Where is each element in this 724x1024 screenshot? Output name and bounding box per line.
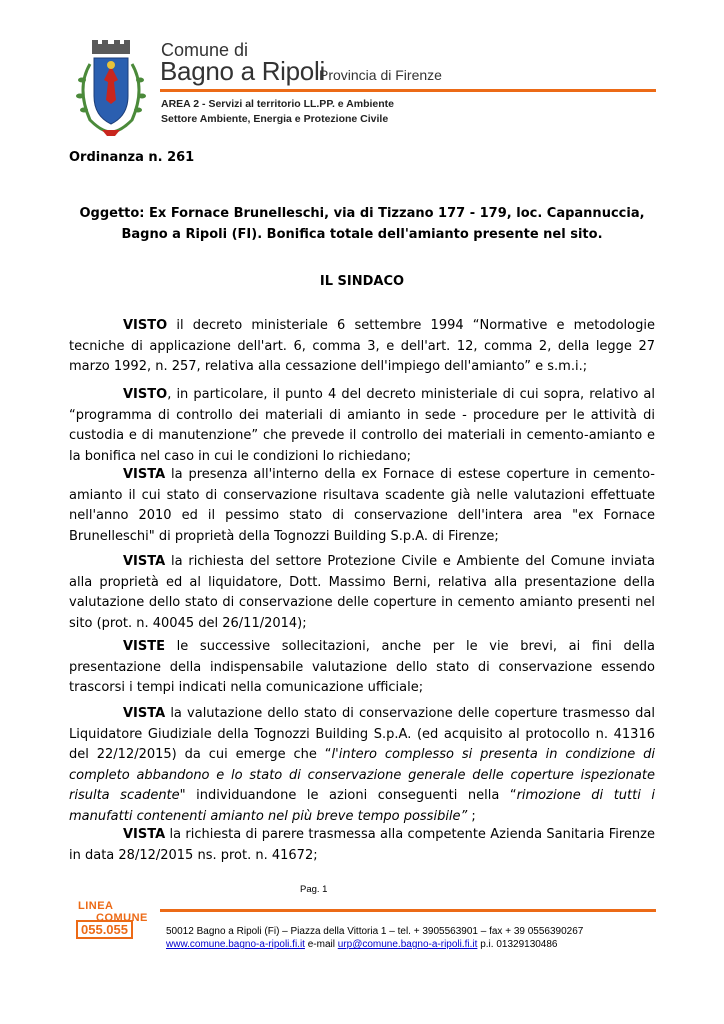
paragraph-text: il decreto ministeriale 6 settembre 1994 “Normative e metodologie tecniche di applicazione dell'art. 6, comma 3, e dell'art. 12, comma 2, della legge 27 marzo 1992, n. 257, relativa alla cessazione dell'impiego dell'amianto” e s.m.i.; bbox=[69, 318, 655, 374]
paragraph-text: ; bbox=[467, 808, 476, 824]
paragraph-text: , in particolare, il punto 4 del decreto ministeriale di cui sopra, relativo al “programma di controllo dei materiali di amianto in sede - procedure per le attività di custodia e di manutenzione” che prevede il controllo dei materiali in cemento-amianto e la bonifica nel caso in cui le condizioni lo richiedano; bbox=[69, 387, 655, 464]
paragraph-vista-6 bbox=[69, 704, 655, 827]
mayor-heading: IL SINDACO bbox=[319, 274, 405, 289]
header-city-name: Bagno a Ripoli bbox=[160, 56, 325, 86]
paragraph-keyword: VISTO bbox=[123, 387, 168, 402]
ordinance-subject: Oggetto: Ex Fornace Brunelleschi, via di Tizzano 177 - 179, loc. Capannuccia, Bagno a Ripoli (FI). Bonifica totale dell'amianto presente nel sito. bbox=[79, 206, 645, 242]
paragraph-vista-4 bbox=[69, 552, 655, 634]
paragraph-visto-1 bbox=[69, 316, 655, 378]
paragraph-viste-5 bbox=[69, 637, 655, 699]
header-divider bbox=[160, 89, 656, 92]
paragraph-keyword: VISTA bbox=[123, 554, 166, 569]
municipal-crest-logo bbox=[68, 38, 154, 138]
website-link[interactable]: www.comune.bagno-a-ripoli.fi.it bbox=[166, 939, 305, 950]
paragraph-visto-2 bbox=[69, 385, 655, 467]
footer-address: 50012 Bagno a Ripoli (Fi) – Piazza della Vittoria 1 – tel. + 3905563901 – fax + 39 0556390267 bbox=[166, 926, 584, 937]
ordinance-number: Ordinanza n. 261 bbox=[69, 150, 195, 165]
logo-text-comune: COMUNE bbox=[96, 912, 148, 924]
paragraph-vista-3 bbox=[69, 465, 655, 547]
paragraph-keyword: VISTE bbox=[123, 639, 166, 654]
paragraph-text: " individuandone le azioni conseguenti nella “ bbox=[179, 788, 517, 803]
paragraph-text: la presenza all'interno della ex Fornace di estese coperture in cemento-amianto il cui stato di conservazione risultava scadente già nelle valutazioni effettuate nell'anno 2010 ed il pessimo stato di conservazione dell'intera area "ex Fornace Brunelleschi" di proprietà della Tognozzi Building S.p.A. di Firenze; bbox=[69, 467, 655, 544]
logo-text-linea: LINEA bbox=[78, 900, 114, 912]
paragraph-vista-7 bbox=[69, 825, 655, 866]
header-department bbox=[161, 97, 394, 127]
header-settore: Settore Ambiente, Energia e Protezione Civile bbox=[161, 113, 389, 125]
paragraph-keyword: VISTO bbox=[123, 318, 168, 333]
paragraph-keyword: VISTA bbox=[123, 467, 166, 482]
logo-text-number: 055.055 bbox=[76, 920, 133, 939]
email-link[interactable]: urp@comune.bagno-a-ripoli.fi.it bbox=[337, 939, 478, 950]
email-label: e-mail bbox=[304, 939, 338, 950]
footer-contacts bbox=[166, 925, 583, 951]
header-comune-di: Comune di bbox=[161, 40, 249, 60]
header-province: Provincia di Firenze bbox=[319, 67, 442, 83]
paragraph-keyword: VISTA bbox=[123, 827, 166, 842]
footer-divider bbox=[160, 909, 656, 912]
paragraph-text: la richiesta di parere trasmessa alla competente Azienda Sanitaria Firenze in data 28/12/2015 ns. prot. n. 41672; bbox=[69, 827, 655, 863]
vat-number: p.i. 01329130486 bbox=[477, 939, 558, 950]
paragraph-quote: l'intero complesso si presenta in condizione di completo abbandono e lo stato di conservazione generale delle coperture ispezionate risulta scadente bbox=[69, 747, 655, 803]
page-number: Pag. 1 bbox=[300, 884, 328, 895]
paragraph-text: la richiesta del settore Protezione Civile e Ambiente del Comune inviata alla proprietà ed al liquidatore, Dott. Massimo Berni, relativa alla presentazione della valutazione dello stato di conservazione delle coperture in cemento amianto presenti nel sito (prot. n. 40045 del 26/11/2014); bbox=[69, 554, 655, 631]
paragraph-quote: rimozione di tutti i manufatti contenenti amianto nel più breve tempo possibile” bbox=[69, 788, 655, 824]
paragraph-text: le successive sollecitazioni, anche per le vie brevi, ai fini della presentazione della indispensabile valutazione dello stato di conservazione essendo trascorsi i tempi indicati nella comunicazione ufficiale; bbox=[69, 639, 655, 695]
paragraph-keyword: VISTA bbox=[123, 706, 166, 721]
paragraph-text: la valutazione dello stato di conservazione delle coperture trasmesso dal Liquidatore Giudiziale della Tognozzi Building S.p.A. (ed acquisito al protocollo n. 41316 del 22/12/2015) da cui emerge che “ bbox=[69, 706, 655, 762]
header-area: AREA 2 - Servizi al territorio LL.PP. e Ambiente bbox=[161, 98, 395, 110]
linea-comune-logo bbox=[74, 898, 164, 940]
